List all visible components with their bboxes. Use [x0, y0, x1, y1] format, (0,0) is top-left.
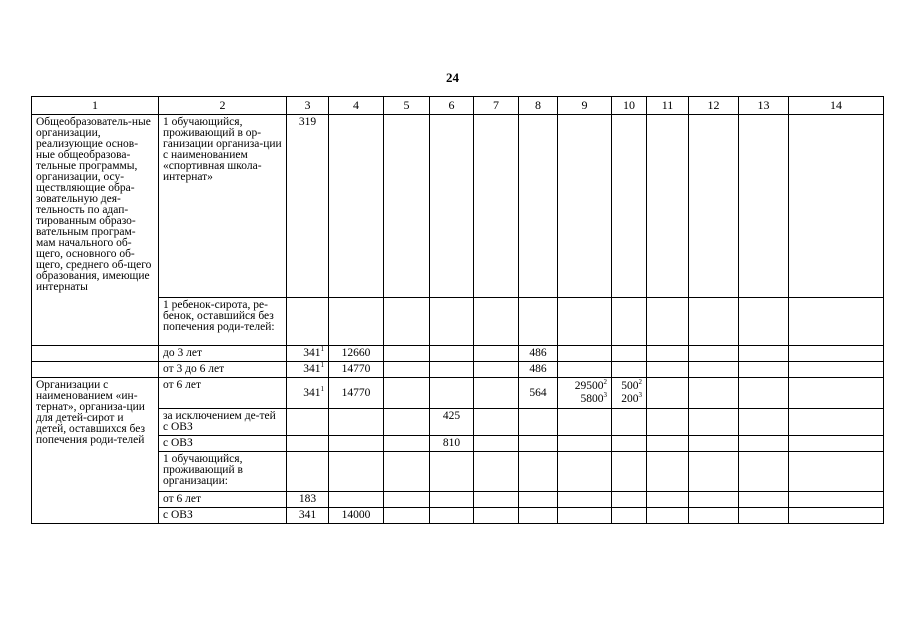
- header-cell: 8: [519, 97, 558, 115]
- cell-col3: $341^1$: [287, 378, 329, 409]
- cell-col8: 486: [519, 362, 558, 378]
- group1-label: Общеобразователь-ные организации, реализующие основ-ные общеобразова-тельные программы, организации, осу-ществляющие обра-зовательную дея-тельность по адап-тированным образо-вательным програм-мам начального об-щего, основного об-щего, среднего об-щего образования, имеющие интернаты: [32, 115, 159, 346]
- row-description: до 3 лет: [159, 346, 287, 362]
- table-row: [32, 409, 884, 436]
- cell-col6: 810: [430, 436, 474, 452]
- cell-col6: 425: [430, 409, 474, 436]
- cell-col4: 12660: [329, 346, 384, 362]
- cell-col3: $341^1$: [287, 362, 329, 378]
- header-cell: 12: [689, 97, 739, 115]
- header-cell: 2: [159, 97, 287, 115]
- header-cell: 4: [329, 97, 384, 115]
- header-cell: 1: [32, 97, 159, 115]
- table-row: [32, 298, 884, 346]
- cell-col8: 486: [519, 346, 558, 362]
- header-row: [32, 97, 884, 115]
- row-description: от 6 лет: [159, 378, 287, 409]
- header-cell: 7: [474, 97, 519, 115]
- cell-col3: 341: [287, 508, 329, 524]
- group2-label: Организации с наименованием «ин-тернат», организа-ции для детей-сирот и детей, оставшихся без попечения роди-телей: [32, 378, 159, 524]
- table-row: [32, 362, 884, 378]
- page-number: 24: [446, 70, 459, 85]
- row-description: с ОВЗ: [159, 508, 287, 524]
- cell-col9: 29500$^2$ 5800$^3$: [558, 378, 612, 409]
- header-cell: 14: [789, 97, 884, 115]
- header-cell: 9: [558, 97, 612, 115]
- table-row: [32, 378, 884, 409]
- header-cell: 13: [739, 97, 789, 115]
- header-cell: 10: [612, 97, 647, 115]
- cell-col10: $500^2$ $200^3$: [612, 378, 647, 409]
- row-description: 1 ребенок-сирота, ре-бенок, оставшийся без попечения роди-телей:: [159, 298, 287, 346]
- cell-col3: 319: [287, 115, 329, 298]
- cell-col8: 564: [519, 378, 558, 409]
- header-cell: 6: [430, 97, 474, 115]
- header-cell: 5: [384, 97, 430, 115]
- cell-col4: 14770: [329, 378, 384, 409]
- header-cell: 3: [287, 97, 329, 115]
- row-description: от 3 до 6 лет: [159, 362, 287, 378]
- tariff-table: [31, 96, 884, 524]
- table-row: [32, 115, 884, 298]
- row-description: 1 обучающийся, проживающий в ор-ганизации организа-ции с наименованием «спортивная школа-интернат»: [159, 115, 287, 298]
- row-description: с ОВЗ: [159, 436, 287, 452]
- table-row: [32, 508, 884, 524]
- row-description: за исключением де-тей с ОВЗ: [159, 409, 287, 436]
- row-description: от 6 лет: [159, 492, 287, 508]
- table-row: [32, 492, 884, 508]
- cell-col3: $341^1$: [287, 346, 329, 362]
- table-row: [32, 346, 884, 362]
- cell-col4: 14770: [329, 362, 384, 378]
- cell-col3: 183: [287, 492, 329, 508]
- table-row: [32, 452, 884, 492]
- row-description: 1 обучающийся, проживающий в организации:: [159, 452, 287, 492]
- cell-col4: 14000: [329, 508, 384, 524]
- table-row: [32, 436, 884, 452]
- header-cell: 11: [647, 97, 689, 115]
